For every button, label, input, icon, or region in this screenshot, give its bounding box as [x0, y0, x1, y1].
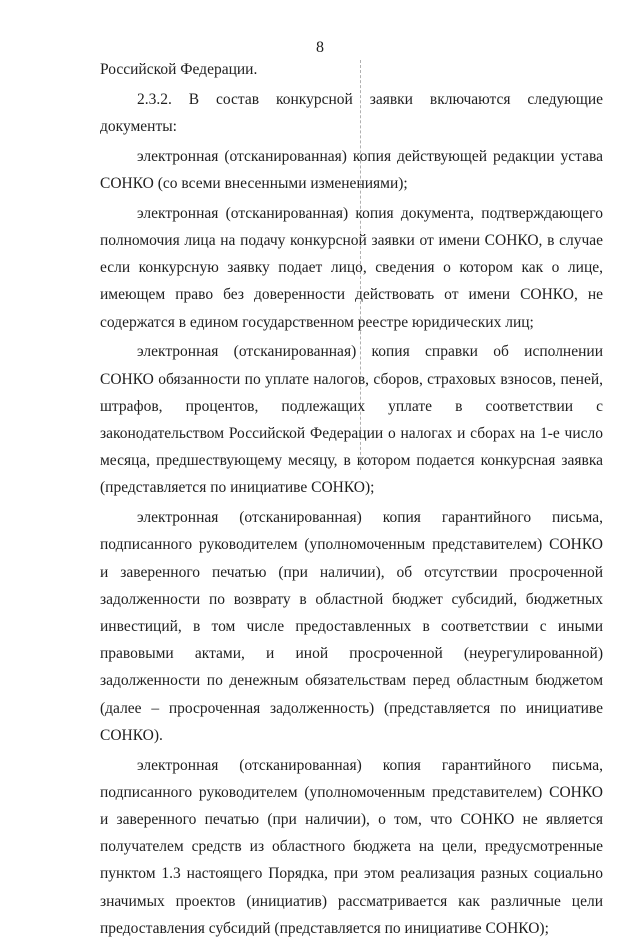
paragraph-continuation: Российской Федерации.	[100, 61, 258, 78]
paragraph-charter-copy: электронная (отсканированная) копия действующей редакции устава СОНКО (со всеми внесенными изменениями);	[100, 147, 603, 192]
paragraph-guarantee-letter-debt: электронная (отсканированная) копия гарантийного письма, подписанного руководителем (уполномоченным представителем) СОНКО и заверенного печатью (при наличии), об отсутствии просроченной задолженности по возврату в областной бюджет субсидий, бюджетных инвестиций, в том числе предоставленных в соответствии с иными правовыми актами, и иной просроченной (неурегулированной) задолженности по денежным обязательствам перед областным бюджетом (далее – просроченная задолженность) (представляется по инициативе СОНКО).	[100, 509, 603, 744]
scan-noise-mark	[488, 848, 528, 855]
paragraph-authority-document: электронная (отсканированная) копия документа, подтверждающего полномочия лица на подачу конкурсной заявки от имени СОНКО, в случае если конкурсную заявку подает лицо, сведения о котором как о лице, имеющем право без доверенности действовать от имени СОНКО, не содержатся в едином государственном реестре юридических лиц;	[100, 204, 603, 331]
paragraph-guarantee-letter-funds: электронная (отсканированная) копия гарантийного письма, подписанного руководителем (уполномоченным представителем) СОНКО и заверенного печатью (при наличии), о том, что СОНКО не является получателем средств из областного бюджета на цели, предусмотренные пунктом 1.3 настоящего Порядка, при этом реализация разных социально значимых проектов (инициатив) рассматривается как различные цели предоставления субсидий (представляется по инициативе СОНКО);	[100, 756, 603, 937]
paragraph-section-2-3-2: 2.3.2. В состав конкурсной заявки включаются следующие документы:	[100, 90, 603, 135]
paragraph-tax-certificate: электронная (отсканированная) копия справки об исполнении СОНКО обязанности по уплате налогов, сборов, страховых взносов, пеней, штрафов, процентов, подлежащих уплате в соответствии с законодательством Российской Федерации о налогах и сборах на 1-е число месяца, предшествующему месяцу, в котором подается конкурсная заявка (представляется по инициативе СОНКО);	[100, 343, 603, 497]
document-body	[100, 56, 603, 942]
page-number: 8	[316, 39, 324, 56]
